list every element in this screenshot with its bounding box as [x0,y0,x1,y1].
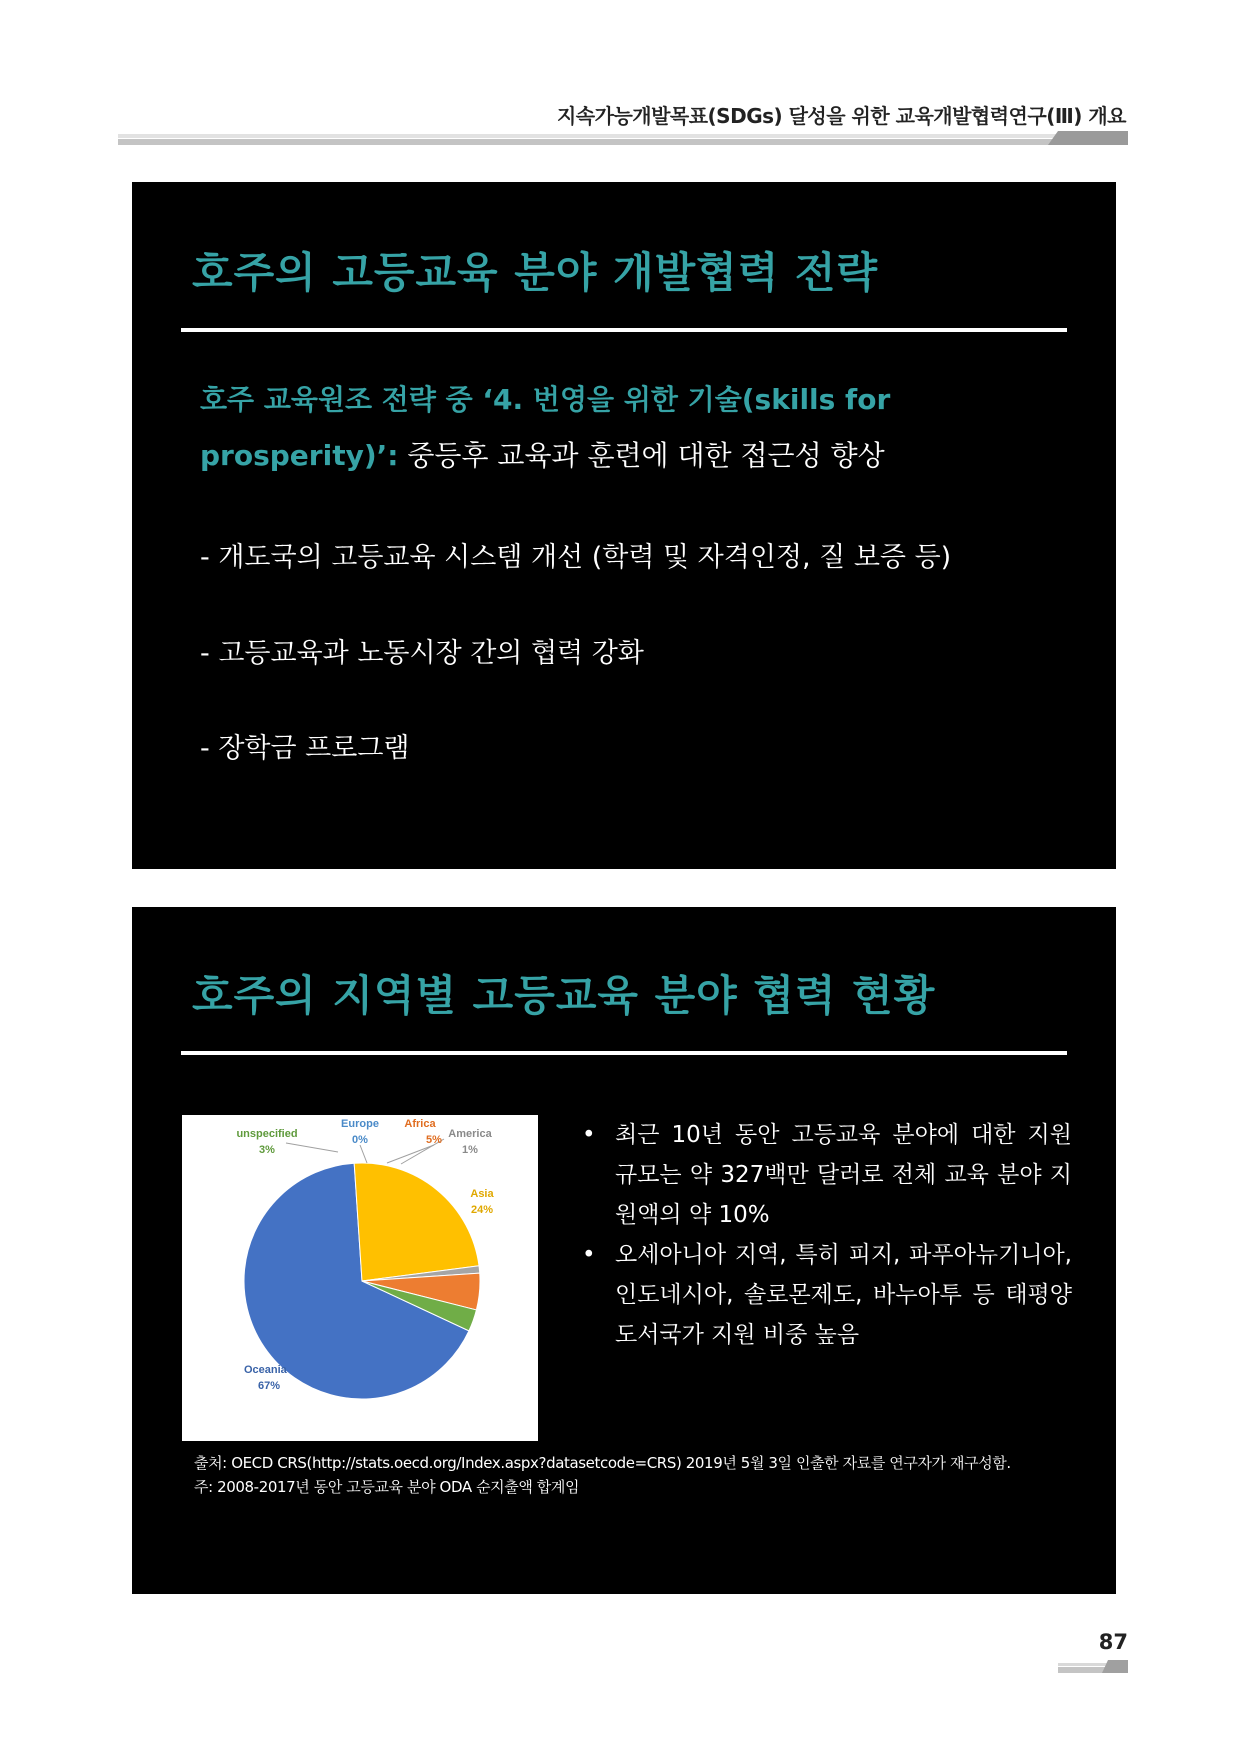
slice-value-africa: 5% [426,1134,442,1146]
pie-chart [182,1115,538,1441]
source-line: 출처: OECD CRS(http://stats.oecd.org/Index.aspx?datasetcode=CRS) 2019년 5월 3일 인출한 자료를 연구자가 재구성함. [194,1454,1011,1472]
slice-value-europe: 0% [352,1134,368,1146]
page-number-bar [1058,1660,1128,1674]
slide-title: 호주의 지역별 고등교육 분야 협력 현황 [192,971,936,1020]
note-line: 주: 2008-2017년 동안 고등교육 분야 ODA 순지출액 합계임 [194,1478,580,1496]
pie-slice-asia [354,1163,479,1281]
title-rule [181,328,1067,332]
slice-value-america: 1% [462,1144,478,1156]
list-item: - 개도국의 고등교육 시스템 개선 (학력 및 자격인정, 질 보증 등) [200,542,952,573]
list-item: - 장학금 프로그램 [200,733,410,764]
title-rule [181,1051,1067,1055]
bullet-item [582,1115,1072,1235]
bullet-text: 최근 10년 동안 고등교육 분야에 대한 지원 규모는 약 327백만 달러로 전체 교육 분야 지원액의 약 10% [615,1122,1072,1228]
header-bar [118,131,1128,147]
slice-label-europe: Europe [341,1118,379,1130]
lead-paragraph [200,372,1080,484]
page-number: 87 [1098,1630,1128,1654]
slide-regional-status [132,907,1116,1594]
slice-label-oceania: Oceania [244,1364,287,1376]
pie-chart-panel [182,1115,538,1441]
lead-highlight-cont: prosperity)’: [200,439,399,472]
slide-strategy [132,182,1116,869]
slice-value-unspecified: 3% [259,1144,275,1156]
source-note [194,1451,1011,1499]
slice-value-asia: 24% [470,1204,494,1216]
bullet-item [582,1235,1072,1355]
leader-line-africa [387,1145,434,1163]
bullet-list [582,1115,1072,1355]
list-item: - 고등교육과 노동시장 간의 협력 강화 [200,638,644,669]
slide-title: 호주의 고등교육 분야 개발협력 전략 [192,248,879,297]
slice-label-unspecified: unspecified [236,1128,298,1140]
bullet-icon: • [582,1242,596,1268]
running-header: 지속가능개발목표(SDGs) 달성을 위한 교육개발협력연구(Ⅲ) 개요 [556,104,1126,128]
leader-line-europe [360,1145,367,1163]
slice-label-africa: Africa [404,1118,436,1130]
slice-label-america: America [448,1128,492,1140]
slice-value-oceania: 67% [258,1380,281,1392]
bullet-text: 오세아니아 지역, 특히 피지, 파푸아뉴기니아, 인도네시아, 솔로몬제도, 바누아투 등 태평양 도서국가 지원 비중 높음 [615,1242,1072,1348]
bullet-icon: • [582,1122,596,1148]
leader-line-unspecified [286,1143,338,1152]
lead-highlight: 호주 교육원조 전략 중 ‘4. 번영을 위한 기술(skills for [200,383,891,416]
slice-label-asia: Asia [470,1188,494,1200]
lead-text: 중등후 교육과 훈련에 대한 접근성 향상 [398,439,885,472]
